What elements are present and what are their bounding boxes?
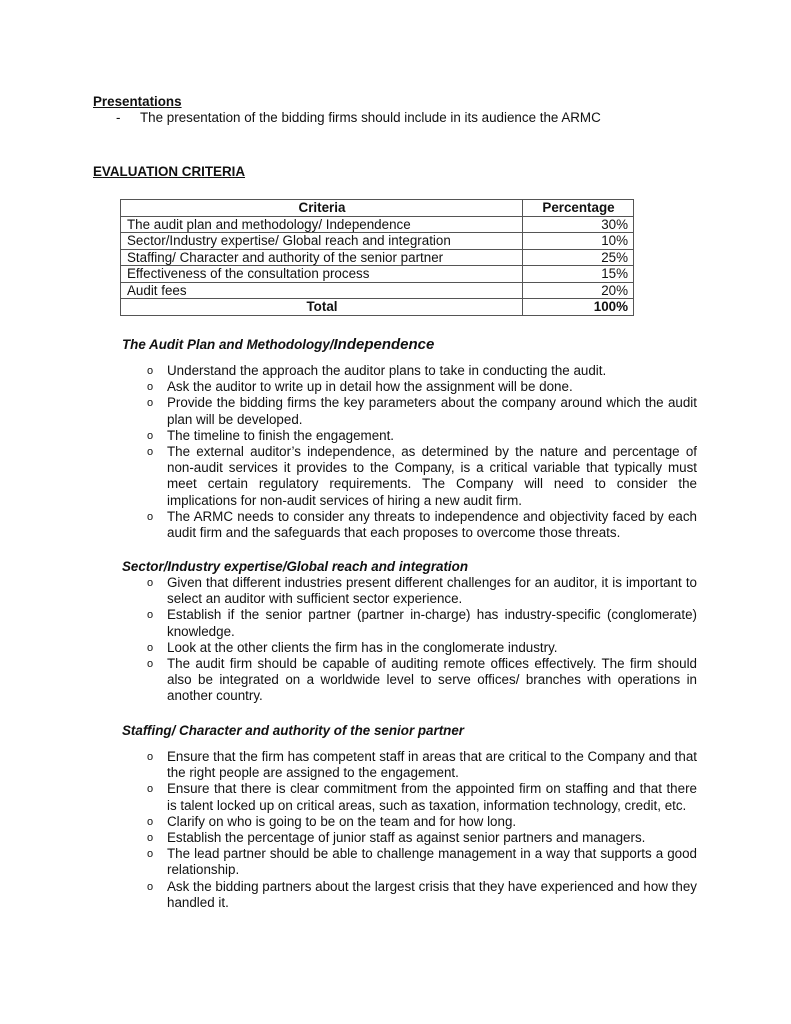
- presentations-heading: Presentations: [93, 94, 182, 109]
- circle-bullet-icon: o: [147, 429, 154, 442]
- section-title-audit-plan: [122, 337, 434, 353]
- circle-bullet-icon: o: [147, 365, 154, 377]
- circle-bullet-icon: o: [147, 577, 154, 589]
- circle-bullet-icon: o: [147, 510, 154, 523]
- section-title-main: Staffing/ Character and authority of the senior partner: [122, 723, 465, 738]
- list-item: [144, 749, 697, 781]
- circle-bullet-icon: o: [147, 446, 154, 459]
- circle-bullet-icon: o: [147, 609, 154, 622]
- criteria-cell: Audit fees: [121, 282, 523, 299]
- criteria-cell: Sector/Industry expertise/ Global reach and integration: [121, 233, 523, 250]
- list-item-text: Establish the percentage of junior staff as against senior partners and managers.: [167, 830, 646, 846]
- evaluation-criteria-table: [120, 199, 634, 316]
- section-title-staffing: [122, 723, 464, 739]
- list-item-text: Ensure that there is clear commitment from the appointed firm on staffing and that there is talent locked up on critical areas, such as taxation, information technology, credit, etc.: [167, 781, 697, 813]
- list-item: [144, 395, 697, 427]
- list-item: [144, 846, 697, 878]
- circle-bullet-icon: o: [147, 783, 154, 796]
- table-header-row: [121, 200, 634, 217]
- list-item: [144, 830, 697, 846]
- section-title-sector-expertise: [122, 559, 468, 575]
- list-item-text: Clarify on who is going to be on the team and for how long.: [167, 813, 517, 829]
- section-title-main: Sector/Industry expertise/Global reach and integration: [122, 559, 469, 574]
- sector-expertise-list: [144, 575, 697, 705]
- list-item-text: Ensure that the firm has competent staff in areas that are critical to the Company and that the right people are assigned to the engagement.: [167, 749, 697, 781]
- table-row: [121, 249, 634, 266]
- circle-bullet-icon: o: [147, 397, 154, 410]
- list-item-text: Ask the auditor to write up in detail how the assignment will be done.: [167, 379, 573, 395]
- staffing-list: [144, 749, 697, 911]
- column-header-criteria: Criteria: [121, 200, 523, 217]
- section-title-suffix: Independence: [333, 336, 435, 353]
- column-header-percentage: Percentage: [523, 200, 634, 217]
- circle-bullet-icon: o: [147, 658, 154, 671]
- percentage-cell: 25%: [523, 249, 634, 266]
- list-item: [144, 781, 697, 813]
- list-item: [144, 363, 697, 379]
- list-item-text: Provide the bidding firms the key parameters about the company around which the audit plan will be developed.: [167, 395, 697, 427]
- audit-plan-list: [144, 363, 697, 541]
- circle-bullet-icon: o: [147, 751, 154, 763]
- criteria-cell: The audit plan and methodology/ Independence: [121, 216, 523, 233]
- table-row: [121, 233, 634, 250]
- list-item: [144, 640, 697, 656]
- list-item: [144, 607, 697, 639]
- section-title-main: The Audit Plan and Methodology/: [122, 337, 334, 352]
- total-label: Total: [121, 299, 523, 316]
- list-item-text: Ask the bidding partners about the largest crisis that they have experienced and how they handled it.: [167, 878, 697, 910]
- circle-bullet-icon: o: [147, 880, 154, 893]
- list-item: [144, 428, 697, 444]
- table-row: [121, 282, 634, 299]
- presentations-list-item: [116, 110, 601, 126]
- table-total-row: [121, 299, 634, 316]
- list-item-text: The presentation of the bidding firms should include in its audience the ARMC: [140, 110, 601, 125]
- list-item: [144, 444, 697, 509]
- criteria-cell: Effectiveness of the consultation process: [121, 266, 523, 283]
- list-item-text: Establish if the senior partner (partner in-charge) has industry-specific (conglomerate) knowledge.: [167, 607, 697, 639]
- list-item-text: Understand the approach the auditor plans to take in conducting the audit.: [167, 363, 607, 378]
- circle-bullet-icon: o: [147, 381, 154, 394]
- dash-bullet-icon: -: [116, 110, 121, 125]
- list-item-text: The lead partner should be able to challenge management in a way that supports a good relationship.: [167, 846, 697, 878]
- list-item: [144, 656, 697, 705]
- percentage-cell: 15%: [523, 266, 634, 283]
- list-item-text: The external auditor’s independence, as determined by the nature and percentage of non-audit services it provides to the Company, is a critical variable that typically must meet certain regulatory requirements. The Company will need to consider the implications for non-audit services of hiring a new audit firm.: [167, 444, 697, 508]
- criteria-cell: Staffing/ Character and authority of the senior partner: [121, 249, 523, 266]
- list-item: [144, 575, 697, 607]
- table-row: [121, 216, 634, 233]
- circle-bullet-icon: o: [147, 641, 154, 654]
- circle-bullet-icon: o: [147, 848, 154, 861]
- percentage-cell: 30%: [523, 216, 634, 233]
- list-item: [144, 379, 697, 395]
- list-item-text: The timeline to finish the engagement.: [167, 427, 395, 443]
- circle-bullet-icon: o: [147, 832, 154, 845]
- list-item-text: The ARMC needs to consider any threats to independence and objectivity faced by each audit firm and the safeguards that each proposes to overcome those threats.: [167, 508, 697, 541]
- circle-bullet-icon: o: [147, 815, 154, 828]
- total-percentage: 100%: [523, 299, 634, 316]
- list-item-text: The audit firm should be capable of auditing remote offices effectively. The firm should also be integrated on a worldwide level to serve offices/ branches with operations in another country.: [167, 656, 697, 704]
- percentage-cell: 20%: [523, 282, 634, 299]
- list-item-text: Given that different industries present different challenges for an auditor, it is important to select an auditor with sufficient sector experience.: [167, 575, 697, 607]
- table-row: [121, 266, 634, 283]
- list-item: [144, 509, 697, 541]
- evaluation-criteria-heading: EVALUATION CRITERIA: [93, 164, 246, 179]
- percentage-cell: 10%: [523, 233, 634, 250]
- list-item-text: Look at the other clients the firm has in the conglomerate industry.: [167, 639, 558, 655]
- list-item: [144, 814, 697, 830]
- list-item: [144, 879, 697, 911]
